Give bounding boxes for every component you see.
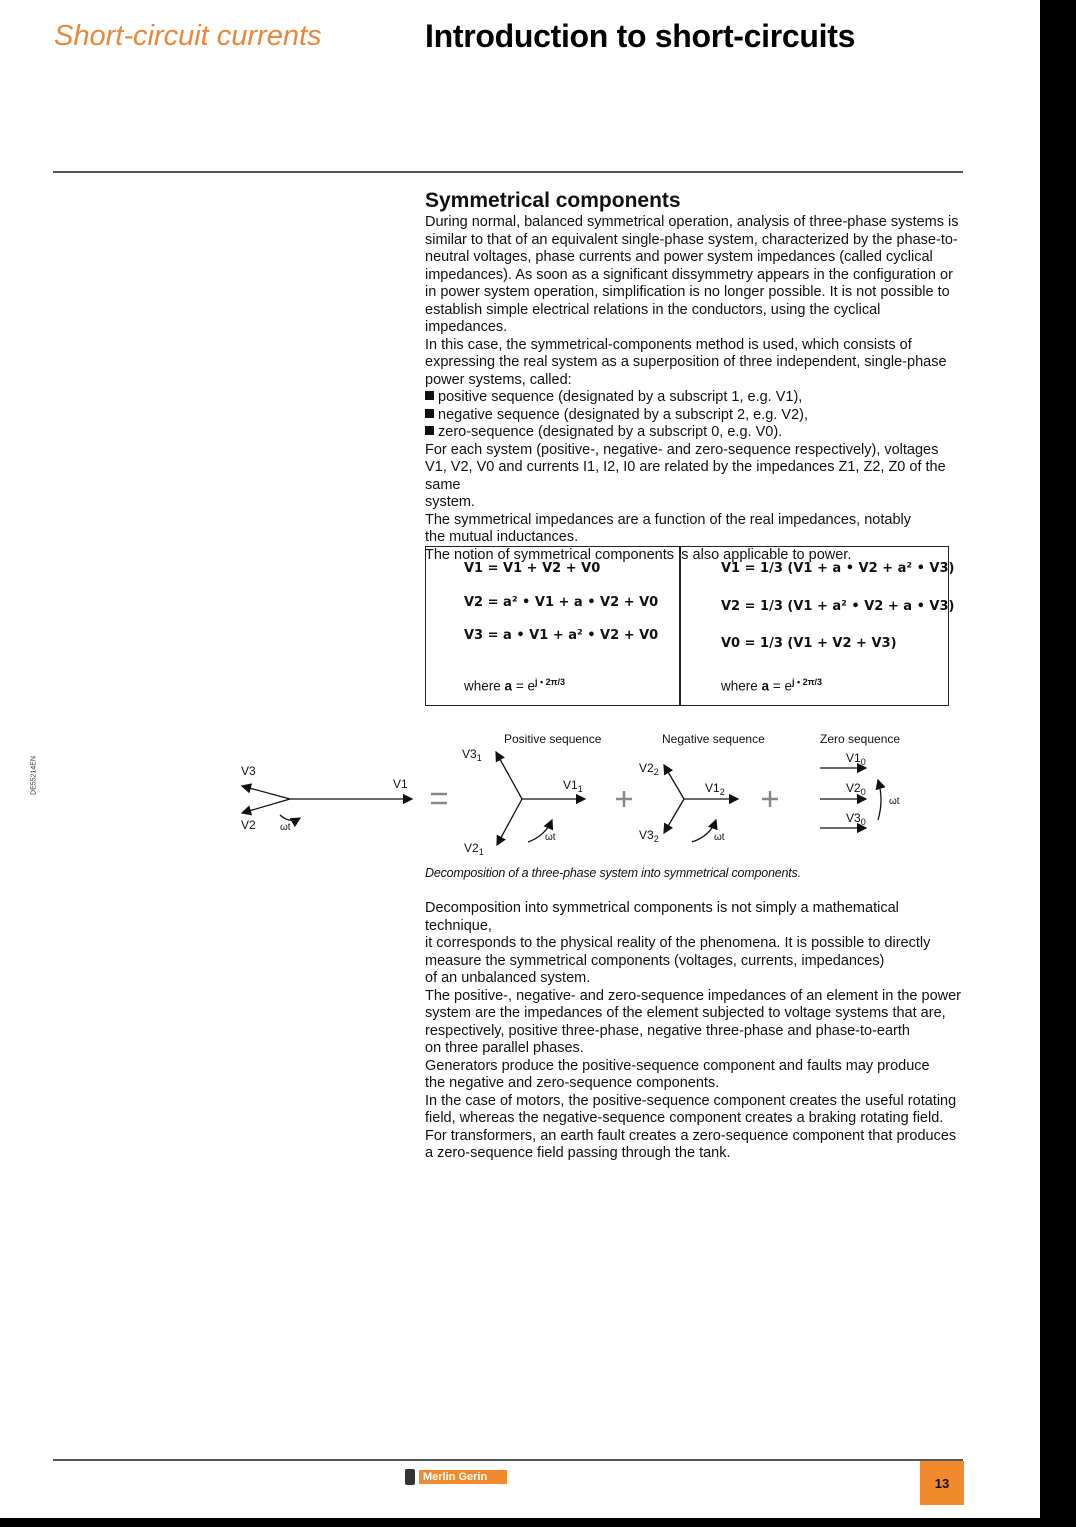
where-clause: where $a = e^{j • 2\pi/3}$ xyxy=(721,677,823,694)
text-line: a zero-sequence field passing through the tank. xyxy=(425,1145,731,1161)
bullet-square-icon xyxy=(425,409,434,418)
figure-reference-code: DE55214EN xyxy=(30,756,38,795)
positive-sequence-label: Positive sequence xyxy=(504,732,602,746)
phasor-label-v2: V2 xyxy=(241,818,256,832)
formula-box-sequence xyxy=(680,546,955,706)
text-line: measure the symmetrical components (voltages, currents, impedances) xyxy=(425,952,885,969)
text-line: The symmetrical impedances are a function of the real impedances, notably xyxy=(425,511,911,528)
phasor-label-v11: $V1_1$ xyxy=(563,778,583,794)
phasor-label-v3: V3 xyxy=(241,764,256,778)
text-line: V1, V2, V0 and currents I1, I2, I0 are related by the impedances Z1, Z2, Z0 of the same xyxy=(425,459,946,493)
page-number: 13 xyxy=(920,1461,964,1505)
phasor-label-v31: $V3_1$ xyxy=(462,747,482,763)
phasor-label-v1: V1 xyxy=(393,777,408,791)
text-line: establish simple electrical relations in the conductors, using the cyclical impedances. xyxy=(425,301,881,335)
text-line: Decomposition into symmetrical components is not simply a mathematical technique, xyxy=(425,900,899,934)
text-line: in power system operation, simplification is no longer possible. It is not possible to xyxy=(425,284,950,300)
text-line: For each system (positive-, negative- and zero-sequence respectively), voltages xyxy=(425,441,939,458)
formula-line: V3 = a • V1 + a² • V2 + V0 xyxy=(464,628,659,643)
sequence-list xyxy=(425,389,965,442)
list-item: zero-sequence (designated by a subscript 0, e.g. V0). xyxy=(425,424,965,442)
text-line: Generators produce the positive-sequence component and faults may produce xyxy=(425,1057,930,1074)
bullet-square-icon xyxy=(425,391,434,400)
section-heading: Symmetrical components xyxy=(425,189,681,212)
list-item: negative sequence (designated by a subscript 2, e.g. V2), xyxy=(425,407,965,425)
where-clause: where $a = e^{j • 2\pi/3}$ xyxy=(464,677,566,694)
brand-name: Merlin Gerin xyxy=(419,1470,507,1484)
text-line: During normal, balanced symmetrical operation, analysis of three-phase systems is xyxy=(425,214,959,230)
text-line: neutral voltages, phase currents and power system impedances (called cyclical xyxy=(425,249,933,265)
brand-mark-icon xyxy=(405,1469,415,1485)
phasor-label-v32: $V3_2$ xyxy=(639,828,659,844)
text-line: of an unbalanced system. xyxy=(425,970,591,986)
formula-line: V1 = 1/3 (V1 + a • V2 + a² • V3) xyxy=(721,561,955,576)
physical-reality-section xyxy=(425,900,965,1163)
text-line: In this case, the symmetrical-components method is used, which consists of xyxy=(425,336,912,353)
symmetrical-components-diagram xyxy=(0,720,1040,860)
text-line: For transformers, an earth fault creates a zero-sequence component that produces xyxy=(425,1127,957,1144)
page-title: Introduction to short-circuits xyxy=(425,18,856,54)
phasor-label-v10: $V1_0$ xyxy=(846,751,866,767)
text-line: The notion of symmetrical components is also applicable to power. xyxy=(425,546,852,563)
text-line: impedances). As soon as a significant dissymmetry appears in the configuration or xyxy=(425,266,953,283)
text-line: expressing the real system as a superposition of three independent, single-phase xyxy=(425,354,947,370)
formula-box-phase xyxy=(425,546,680,706)
text-line: system are the impedances of the element subjected to voltage systems that are, xyxy=(425,1005,946,1021)
formula-line: V2 = a² • V1 + a • V2 + V0 xyxy=(464,595,659,610)
formula-line: V1 = V1 + V2 + V0 xyxy=(464,561,601,576)
text-line: on three parallel phases. xyxy=(425,1040,584,1056)
symmetrical-components-section xyxy=(425,188,965,564)
bullet-square-icon xyxy=(425,426,434,435)
text-line: the mutual inductances. xyxy=(425,529,579,545)
figure-caption: Decomposition of a three-phase system into symmetrical components. xyxy=(425,866,801,880)
text-line: respectively, positive three-phase, negative three-phase and phase-to-earth xyxy=(425,1022,910,1039)
footer-divider xyxy=(53,1459,963,1461)
omega-t-label: ωt xyxy=(280,822,291,833)
phasor-label-v30: $V3_0$ xyxy=(846,811,866,827)
text-line: field, whereas the negative-sequence component creates a braking rotating field. xyxy=(425,1110,944,1126)
text-line: it corresponds to the physical reality of the phenomena. It is possible to directly xyxy=(425,935,931,951)
zero-sequence-label: Zero sequence xyxy=(820,732,901,746)
phasor-label-v22: $V2_2$ xyxy=(639,761,659,777)
phasor-label-v21: $V2_1$ xyxy=(464,841,484,857)
negative-sequence-label: Negative sequence xyxy=(662,732,765,746)
text-line: power systems, called: xyxy=(425,371,572,388)
list-item: positive sequence (designated by a subscript 1, e.g. V1), xyxy=(425,389,965,407)
intro-paragraph xyxy=(425,214,965,389)
text-line: In the case of motors, the positive-sequence component creates the useful rotating xyxy=(425,1092,957,1109)
omega-t-label: ωt xyxy=(714,832,725,843)
omega-t-label: ωt xyxy=(889,796,900,807)
text-line: The positive-, negative- and zero-sequence impedances of an element in the power xyxy=(425,987,962,1004)
phasor-label-v20: $V2_0$ xyxy=(846,781,866,797)
text-line: similar to that of an equivalent single-phase system, characterized by the phase-to- xyxy=(425,231,958,248)
formula-line: V0 = 1/3 (V1 + V2 + V3) xyxy=(721,636,897,651)
formula-line: V2 = 1/3 (V1 + a² • V2 + a • V3) xyxy=(721,599,955,614)
text-line: the negative and zero-sequence components. xyxy=(425,1075,720,1091)
text-line: system. xyxy=(425,494,475,510)
omega-t-label: ωt xyxy=(545,832,556,843)
phasor-label-v12: $V1_2$ xyxy=(705,781,725,797)
section-title: Short-circuit currents xyxy=(54,20,322,52)
brand-logo xyxy=(405,1469,507,1485)
header-divider xyxy=(53,171,963,173)
